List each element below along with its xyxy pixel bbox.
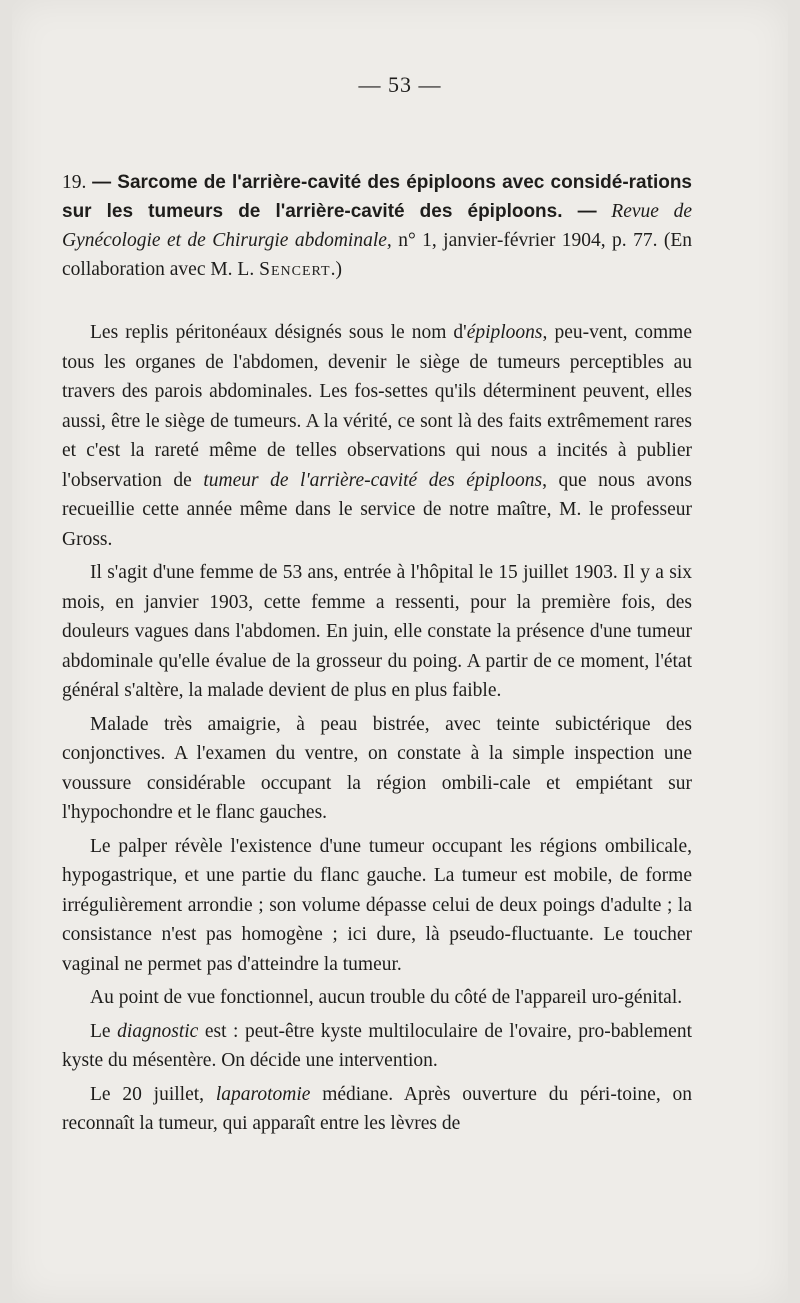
paragraph-text: Les replis péritonéaux désignés sous le nom d' (90, 322, 467, 343)
paragraph-examination: Malade très amaigrie, à peau bistrée, avec teinte subictérique des conjonctives. A l'examen du ventre, on constate à la simple inspection une voussure considérable occupant la région ombili-cale et empiétant sur l'hypochondre et le flanc gauches. (62, 713, 692, 823)
paragraph-palpation: Le palper révèle l'existence d'une tumeur occupant les régions ombilicale, hypogastrique, et une partie du flanc gauche. La tumeur est mobile, de forme irrégulièrement arrondie ; son volume dépasse celui de deux poings d'adulte ; la consistance n'est pas homogène ; ici dure, là pseudo-fluctuante. Le toucher vaginal ne permet pas d'atteindre la tumeur. (62, 835, 692, 975)
citation-end: .) (330, 259, 342, 280)
citation-details: n° 1, janvier-février 1904, p. 77. (En collaboration avec M. L. (62, 230, 693, 280)
paragraph-emphasis: épiploons (466, 322, 543, 343)
paragraph-operation (62, 1080, 692, 1139)
journal-title: Revue de Gynécologie et de Chirurgie abdominale, (62, 201, 692, 251)
paragraph-text: Le (90, 1020, 118, 1042)
paragraph-diagnosis (62, 1017, 692, 1076)
bibliography-entry (62, 168, 692, 284)
paragraph-intro (62, 318, 692, 554)
paragraph-case-history: Il s'agit d'une femme de 53 ans, entrée à l'hôpital le 15 juillet 1903. Il y a six mois, en janvier 1903, cette femme a ressenti, pour la première fois, des douleurs vagues dans l'abdomen. En juin, elle constate la présence d'une tumeur abdominale qu'elle évalue de la grosseur du poing. A partir de ce moment, l'état général s'altère, la malade devient de plus en plus faible. (62, 562, 692, 701)
paragraph-emphasis: tumeur de l'arrière-cavité des épiploons (203, 469, 543, 491)
paragraph-text: , peu-vent, comme tous les organes de l'abdomen, devenir le siège de tumeurs perceptibles au travers des parois abdominales. Les fos-settes qu'ils déterminent peuvent, elles aussi, être le siège de tumeurs. A la vérité, ce sont là des faits extrêmement rares et c'est la rareté même de telles observations qui nous a incités à publier l'observation de (62, 322, 692, 491)
entry-number: 19. (62, 172, 87, 193)
paragraph-text: Le 20 juillet, (90, 1083, 216, 1105)
paragraph-text: , que nous avons recueillie cette année même dans le service de notre maître, M. le professeur Gross. (62, 469, 692, 550)
paragraph-functional: Au point de vue fonctionnel, aucun trouble du côté de l'appareil uro-génital. (90, 987, 683, 1008)
book-page (12, 0, 788, 1303)
collaborator-name: Sencert (259, 259, 331, 280)
paragraph-text: médiane. Après ouverture du péri-toine, on reconnaît la tumeur, qui apparaît entre les lèvres de (62, 1083, 693, 1134)
paragraph-emphasis: diagnostic (117, 1020, 199, 1042)
entry-title: — Sarcome de l'arrière-cavité des épiploons avec considé-rations sur les tumeurs de l'arrière-cavité des épiploons. — (62, 172, 692, 222)
page-number: — 53 — (358, 72, 442, 97)
paragraph-emphasis: laparotomie (215, 1083, 311, 1105)
body-text (62, 318, 692, 1143)
paragraph-text: est : peut-être kyste multiloculaire de l'ovaire, pro-bablement kyste du mésentère. On décide une intervention. (62, 1020, 692, 1071)
